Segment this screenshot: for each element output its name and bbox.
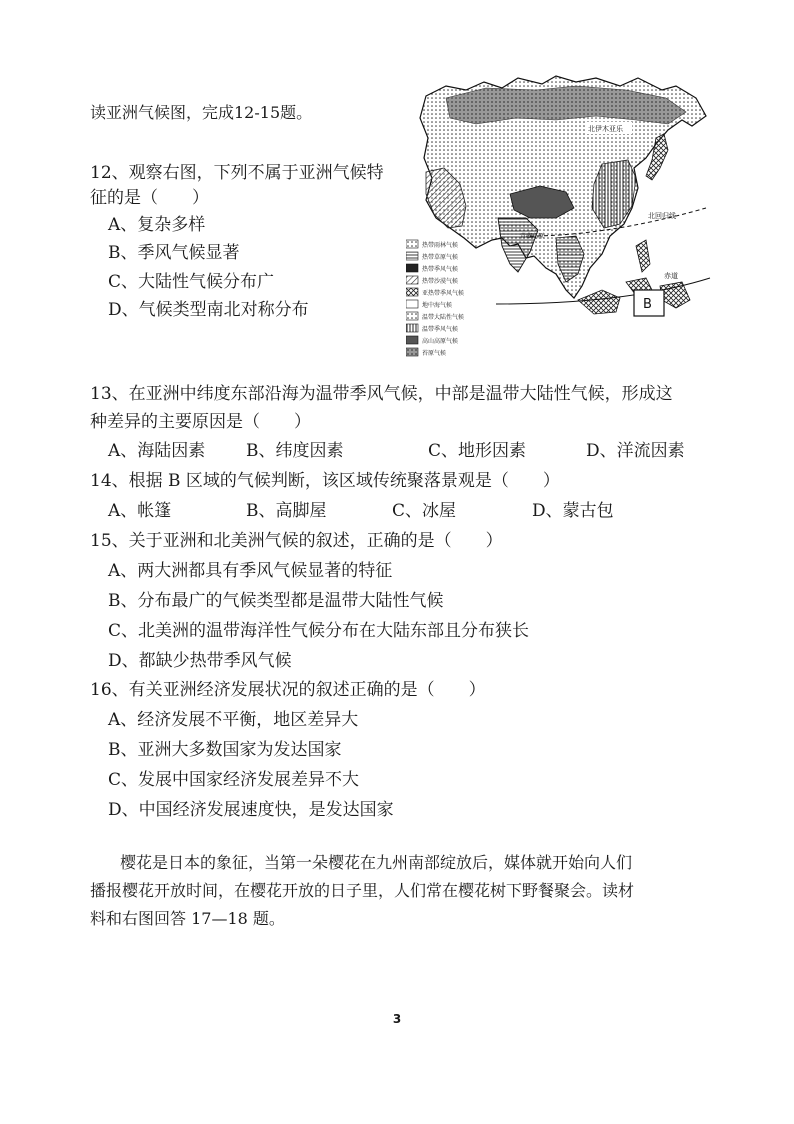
india-region — [498, 218, 538, 272]
q12-stem-line1: 12、观察右图，下列不属于亚洲气候特 — [90, 163, 384, 183]
legend-label-5: 亚热带季风气候 — [422, 290, 465, 297]
q12-stem-line2: 征的是（ ） — [90, 188, 209, 208]
legend-swatch-10 — [406, 348, 418, 356]
q16-option-b: B、亚洲大多数国家为发达国家 — [108, 740, 342, 760]
q15-option-d: D、都缺少热带季风气候 — [108, 651, 292, 671]
q16-option-d: D、中国经济发展速度快，是发达国家 — [108, 800, 394, 820]
q14-option-d: D、蒙古包 — [532, 501, 614, 521]
legend-label-2: 热带草原气候 — [422, 254, 459, 261]
legend-swatch-8 — [406, 324, 418, 332]
legend-label-6: 地中海气候 — [422, 302, 453, 309]
q12-option-d: D、气候类型南北对称分布 — [108, 300, 309, 320]
q13-stem-line1: 13、在亚洲中纬度东部沿海为温带季风气候，中部是温带大陆性气候，形成这 — [90, 384, 673, 404]
passage-line2: 播报樱花开放时间，在樱花开放的日子里，人们常在樱花树下野餐聚会。读材 — [90, 881, 635, 900]
legend-swatch-4 — [406, 276, 418, 284]
passage-line1: 樱花是日本的象征，当第一朵樱花在九州南部绽放后，媒体就开始向人们 — [120, 853, 633, 872]
legend-label-3: 热带季风气候 — [422, 266, 459, 273]
q13-option-a: A、海陆因素 — [108, 441, 206, 461]
legend-label-9: 高山高原气候 — [422, 338, 459, 345]
region-b-label: B — [643, 297, 652, 312]
legend-swatch-5 — [406, 288, 418, 296]
legend-swatch-3 — [406, 264, 418, 272]
legend-swatch-9 — [406, 336, 418, 344]
island-group-1 — [578, 290, 620, 314]
q13-option-b: B、纬度因素 — [246, 441, 344, 461]
legend-label-10: 苔原气候 — [422, 350, 447, 357]
intro-text: 读亚洲气候图，完成12-15题。 — [90, 103, 313, 122]
q16-option-a: A、经济发展不平衡，地区差异大 — [108, 710, 359, 730]
equator-label: 赤道 — [664, 272, 678, 280]
passage-line3: 料和右图回答 17—18 题。 — [90, 909, 285, 928]
legend-label-1: 热带雨林气候 — [422, 242, 459, 249]
q16-option-c: C、发展中国家经济发展差异不大 — [108, 770, 360, 790]
tropic-label: 北回归线 — [648, 212, 676, 220]
legend-label-7: 温带大陆性气候 — [422, 314, 465, 321]
legend-swatch-2 — [406, 252, 418, 260]
q16-stem: 16、有关亚洲经济发展状况的叙述正确的是（ ） — [90, 680, 486, 700]
q15-option-a: A、两大洲都具有季风气候显著的特征 — [108, 561, 393, 581]
q12-option-c: C、大陆性气候分布广 — [108, 272, 275, 292]
legend-label-4: 热带沙漠气候 — [422, 278, 459, 285]
legend-swatch-1 — [406, 240, 418, 248]
asia-climate-map-figure — [406, 68, 714, 366]
philippines-islands — [636, 240, 650, 272]
q14-option-a: A、帐篷 — [108, 501, 172, 521]
q15-option-c: C、北美洲的温带海洋性气候分布在大陆东部且分布狭长 — [108, 621, 530, 641]
legend-swatch-7 — [406, 312, 418, 320]
q13-option-c: C、地形因素 — [428, 441, 527, 461]
siberia-label: 北伊木亚乐 — [588, 125, 623, 133]
q15-option-b: B、分布最广的气候类型都是温带大陆性气候 — [108, 591, 444, 611]
q12-option-a: A、复杂多样 — [108, 215, 206, 235]
asia-climate-map — [406, 68, 714, 366]
q14-option-b: B、高脚屋 — [246, 501, 327, 521]
legend-label-8: 温带季风气候 — [422, 326, 459, 333]
tibet-label: 青藏高原 — [520, 233, 545, 240]
q13-option-d: D、洋流因素 — [586, 441, 685, 461]
page-number: 3 — [392, 1012, 402, 1026]
q15-stem: 15、关于亚洲和北美洲气候的叙述，正确的是（ ） — [90, 531, 503, 551]
q13-stem-line2: 种差异的主要原因是（ ） — [90, 412, 311, 432]
map-legend — [406, 240, 464, 357]
q14-option-c: C、冰屋 — [392, 501, 457, 521]
legend-swatch-6 — [406, 300, 418, 308]
q14-stem: 14、根据 B 区域的气候判断，该区域传统聚落景观是（ ） — [90, 471, 560, 491]
q12-option-b: B、季风气候显著 — [108, 243, 240, 263]
